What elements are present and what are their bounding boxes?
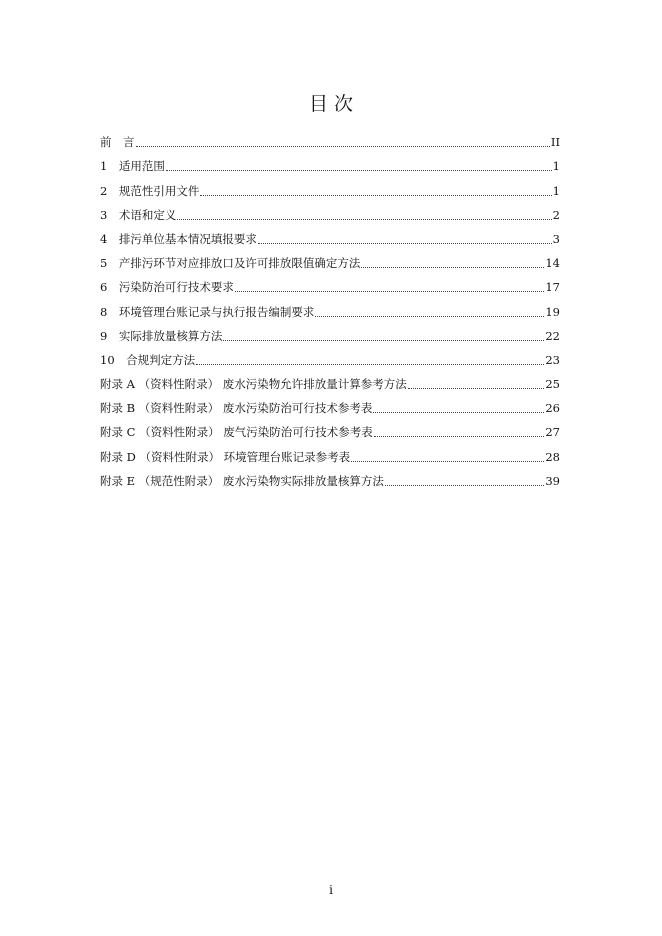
toc-entry[interactable] — [100, 222, 560, 246]
toc-entry[interactable] — [100, 391, 560, 415]
toc-leader-dots — [373, 401, 544, 413]
toc-leader-dots — [223, 329, 544, 341]
table-of-contents — [100, 125, 560, 488]
toc-entry-label: 附录 A （资料性附录） 废水污染物允许排放量计算参考方法 — [100, 377, 407, 392]
toc-entry-page: 25 — [545, 377, 560, 392]
toc-entry-page: 14 — [545, 256, 560, 271]
toc-leader-dots — [177, 208, 551, 220]
toc-leader-dots — [200, 184, 551, 196]
toc-entry-label: 3 术语和定义 — [100, 207, 177, 222]
toc-entry[interactable] — [100, 464, 560, 488]
toc-entry-label: 10 合规判定方法 — [100, 352, 196, 367]
toc-leader-dots — [235, 280, 545, 292]
toc-title: 目 次 — [308, 93, 354, 115]
toc-entry-page: 3 — [552, 231, 560, 246]
toc-entry-label: 附录 C （资料性附录） 废气污染防治可行技术参考表 — [100, 425, 373, 440]
toc-entry[interactable] — [100, 319, 560, 343]
toc-leader-dots — [136, 135, 550, 147]
toc-entry-label: 附录 E （规范性附录） 废水污染物实际排放量核算方法 — [100, 473, 384, 488]
toc-entry[interactable] — [100, 270, 560, 294]
toc-leader-dots — [361, 256, 544, 268]
page-number: i — [329, 883, 333, 897]
toc-entry[interactable] — [100, 294, 560, 318]
toc-entry-label: 4 排污单位基本情况填报要求 — [100, 231, 257, 246]
toc-entry-label: 9 实际排放量核算方法 — [100, 328, 223, 343]
toc-leader-dots — [374, 425, 545, 437]
toc-entry[interactable] — [100, 125, 560, 149]
toc-entry[interactable] — [100, 367, 560, 391]
toc-entry-label: 2 规范性引用文件 — [100, 183, 200, 198]
toc-entry-page: II — [550, 135, 560, 150]
toc-entry[interactable] — [100, 198, 560, 222]
toc-entry[interactable] — [100, 149, 560, 173]
toc-leader-dots — [166, 159, 552, 171]
toc-entry[interactable] — [100, 439, 560, 463]
toc-entry-page: 1 — [552, 159, 560, 174]
toc-entry-page: 23 — [545, 352, 560, 367]
toc-entry-label: 附录 B （资料性附录） 废水污染防治可行技术参考表 — [100, 401, 373, 416]
toc-leader-dots — [315, 305, 544, 317]
toc-entry-label: 5 产排污环节对应排放口及许可排放限值确定方法 — [100, 256, 361, 271]
toc-entry-label: 前 言 — [100, 135, 135, 150]
toc-leader-dots — [196, 353, 544, 365]
toc-entry-page: 2 — [552, 207, 560, 222]
toc-entry[interactable] — [100, 173, 560, 197]
toc-entry-page: 19 — [545, 304, 560, 319]
toc-entry-page: 1 — [552, 183, 560, 198]
toc-leader-dots — [408, 377, 545, 389]
toc-leader-dots — [385, 474, 545, 486]
toc-entry-page: 39 — [545, 473, 560, 488]
toc-entry-page: 17 — [545, 280, 560, 295]
toc-entry-page: 22 — [545, 328, 560, 343]
toc-entry-page: 27 — [545, 425, 560, 440]
toc-entry-label: 6 污染防治可行技术要求 — [100, 280, 234, 295]
toc-entry[interactable] — [100, 415, 560, 439]
toc-entry[interactable] — [100, 343, 560, 367]
toc-entry-label: 1 适用范围 — [100, 159, 165, 174]
toc-entry-page: 28 — [545, 449, 560, 464]
toc-entry-label: 8 环境管理台账记录与执行报告编制要求 — [100, 304, 315, 319]
toc-leader-dots — [351, 450, 544, 462]
toc-entry-page: 26 — [545, 401, 560, 416]
toc-leader-dots — [258, 232, 552, 244]
toc-entry[interactable] — [100, 246, 560, 270]
toc-entry-label: 附录 D （资料性附录） 环境管理台账记录参考表 — [100, 449, 351, 464]
